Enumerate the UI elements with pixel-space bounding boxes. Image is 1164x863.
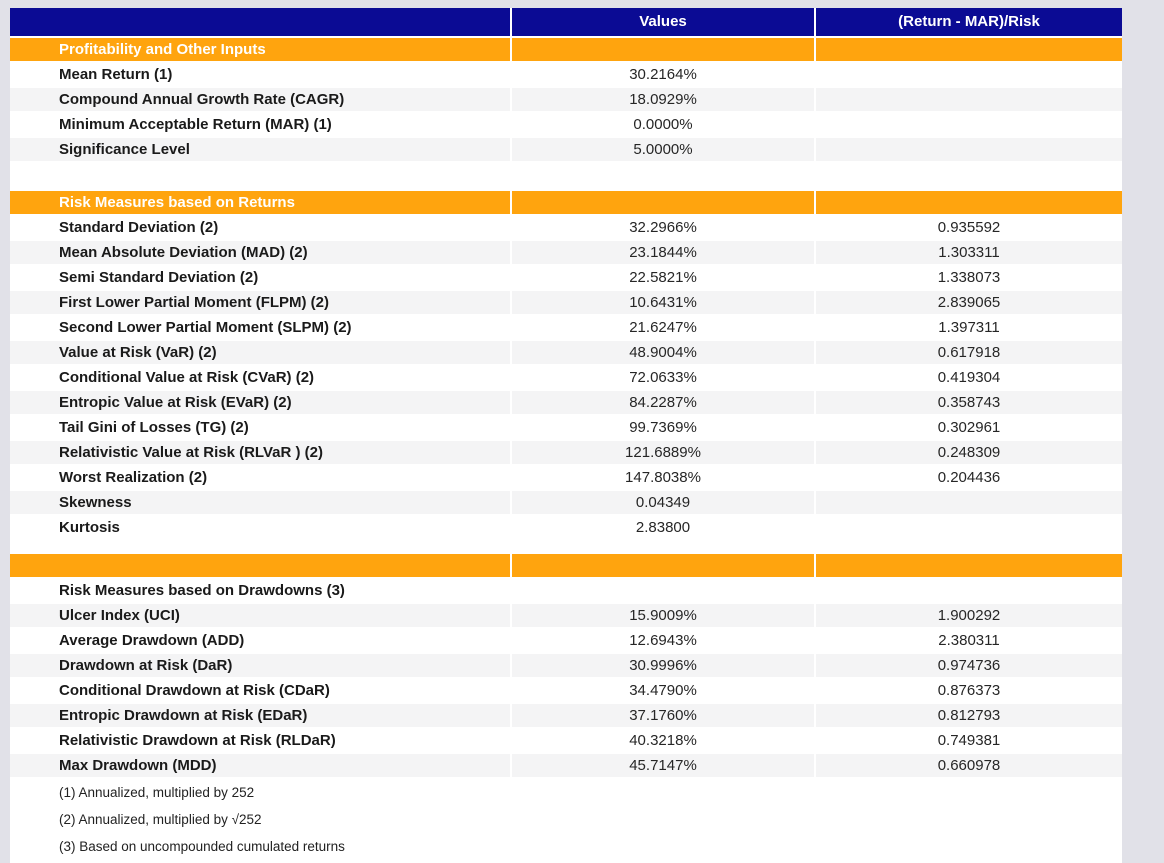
- row-label: Ulcer Index (UCI): [10, 604, 510, 627]
- footnote: (2) Annualized, multiplied by √252: [10, 806, 1122, 833]
- row-label: Kurtosis: [10, 516, 510, 539]
- table-row: [10, 291, 1122, 314]
- row-value: [512, 191, 814, 214]
- table-row: [10, 113, 1122, 136]
- row-value: [512, 38, 814, 61]
- row-risk: [816, 138, 1122, 161]
- row-risk: 0.248309: [816, 441, 1122, 464]
- section-header-row: [10, 191, 1122, 214]
- section-gap: [10, 541, 1122, 552]
- row-label: Minimum Acceptable Return (MAR) (1): [10, 113, 510, 136]
- table-row: [10, 241, 1122, 264]
- row-label: Second Lower Partial Moment (SLPM) (2): [10, 316, 510, 339]
- table-row: [10, 391, 1122, 414]
- row-risk: 0.974736: [816, 654, 1122, 677]
- row-label: Profitability and Other Inputs: [10, 38, 510, 61]
- row-value: 5.0000%: [512, 138, 814, 161]
- row-value: 147.8038%: [512, 466, 814, 489]
- row-label: Entropic Value at Risk (EVaR) (2): [10, 391, 510, 414]
- row-risk: [816, 516, 1122, 539]
- row-label: Risk Measures based on Drawdowns (3): [10, 579, 510, 602]
- table-row: [10, 316, 1122, 339]
- row-label: Semi Standard Deviation (2): [10, 266, 510, 289]
- row-risk: [816, 579, 1122, 602]
- section-spacer-orange-row: [10, 554, 1122, 577]
- row-risk: [816, 63, 1122, 86]
- row-value: 99.7369%: [512, 416, 814, 439]
- row-value: 45.7147%: [512, 754, 814, 777]
- row-value: 37.1760%: [512, 704, 814, 727]
- table-row: [10, 266, 1122, 289]
- row-risk: 0.660978: [816, 754, 1122, 777]
- row-label: Average Drawdown (ADD): [10, 629, 510, 652]
- row-risk: 0.812793: [816, 704, 1122, 727]
- table-row: [10, 341, 1122, 364]
- row-label: Value at Risk (VaR) (2): [10, 341, 510, 364]
- row-value: [512, 554, 814, 577]
- row-risk: 0.935592: [816, 216, 1122, 239]
- table-row: [10, 604, 1122, 627]
- row-label: Relativistic Value at Risk (RLVaR ) (2): [10, 441, 510, 464]
- row-value: 18.0929%: [512, 88, 814, 111]
- row-risk: 0.204436: [816, 466, 1122, 489]
- header-values-cell: Values: [512, 8, 814, 36]
- row-label: Skewness: [10, 491, 510, 514]
- risk-measures-table: [10, 8, 1122, 863]
- section-header-row: [10, 38, 1122, 61]
- section-gap: [10, 163, 1122, 189]
- row-risk: 0.419304: [816, 366, 1122, 389]
- row-value: 23.1844%: [512, 241, 814, 264]
- row-value: 12.6943%: [512, 629, 814, 652]
- row-value: 34.4790%: [512, 679, 814, 702]
- row-label: Drawdown at Risk (DaR): [10, 654, 510, 677]
- row-label: Mean Return (1): [10, 63, 510, 86]
- table-row: [10, 63, 1122, 86]
- table-row: [10, 416, 1122, 439]
- row-label: Relativistic Drawdown at Risk (RLDaR): [10, 729, 510, 752]
- table-row: [10, 366, 1122, 389]
- row-risk: 0.876373: [816, 679, 1122, 702]
- table-row: [10, 629, 1122, 652]
- table-header-row: [10, 8, 1122, 36]
- section-title-row: [10, 579, 1122, 602]
- row-risk: 0.302961: [816, 416, 1122, 439]
- table-row: [10, 754, 1122, 777]
- row-risk: 0.749381: [816, 729, 1122, 752]
- row-label: Tail Gini of Losses (TG) (2): [10, 416, 510, 439]
- row-value: 121.6889%: [512, 441, 814, 464]
- row-label: Significance Level: [10, 138, 510, 161]
- row-risk: [816, 491, 1122, 514]
- table-row: [10, 516, 1122, 539]
- row-label: [10, 554, 510, 577]
- row-value: 84.2287%: [512, 391, 814, 414]
- row-value: 2.83800: [512, 516, 814, 539]
- row-risk: 0.617918: [816, 341, 1122, 364]
- row-label: Risk Measures based on Returns: [10, 191, 510, 214]
- table-row: [10, 729, 1122, 752]
- row-risk: [816, 88, 1122, 111]
- row-label: Max Drawdown (MDD): [10, 754, 510, 777]
- row-risk: [816, 113, 1122, 136]
- row-risk: [816, 38, 1122, 61]
- header-empty-cell: [10, 8, 510, 36]
- row-risk: 1.303311: [816, 241, 1122, 264]
- row-value: 21.6247%: [512, 316, 814, 339]
- table-row: [10, 654, 1122, 677]
- row-label: Standard Deviation (2): [10, 216, 510, 239]
- row-value: 0.04349: [512, 491, 814, 514]
- footnote: (1) Annualized, multiplied by 252: [10, 779, 1122, 806]
- row-label: Worst Realization (2): [10, 466, 510, 489]
- table-row: [10, 466, 1122, 489]
- row-label: First Lower Partial Moment (FLPM) (2): [10, 291, 510, 314]
- row-value: 40.3218%: [512, 729, 814, 752]
- row-value: 15.9009%: [512, 604, 814, 627]
- row-value: [512, 579, 814, 602]
- table-row: [10, 679, 1122, 702]
- table-row: [10, 216, 1122, 239]
- row-value: 22.5821%: [512, 266, 814, 289]
- row-value: 72.0633%: [512, 366, 814, 389]
- row-value: 32.2966%: [512, 216, 814, 239]
- row-risk: 1.900292: [816, 604, 1122, 627]
- row-label: Compound Annual Growth Rate (CAGR): [10, 88, 510, 111]
- table-row: [10, 491, 1122, 514]
- row-value: 48.9004%: [512, 341, 814, 364]
- row-value: 0.0000%: [512, 113, 814, 136]
- table-row: [10, 88, 1122, 111]
- row-risk: 2.380311: [816, 629, 1122, 652]
- row-risk: 1.397311: [816, 316, 1122, 339]
- table-row: [10, 138, 1122, 161]
- row-value: 30.9996%: [512, 654, 814, 677]
- row-label: Entropic Drawdown at Risk (EDaR): [10, 704, 510, 727]
- row-risk: 1.338073: [816, 266, 1122, 289]
- row-value: 10.6431%: [512, 291, 814, 314]
- table-body: [10, 38, 1122, 777]
- row-label: Conditional Value at Risk (CVaR) (2): [10, 366, 510, 389]
- row-risk: [816, 554, 1122, 577]
- row-risk: [816, 191, 1122, 214]
- row-value: 30.2164%: [512, 63, 814, 86]
- row-label: Conditional Drawdown at Risk (CDaR): [10, 679, 510, 702]
- row-label: Mean Absolute Deviation (MAD) (2): [10, 241, 510, 264]
- footnote: (3) Based on uncompounded cumulated returns: [10, 833, 1122, 860]
- table-row: [10, 441, 1122, 464]
- row-risk: 2.839065: [816, 291, 1122, 314]
- footnotes: [10, 779, 1122, 860]
- row-risk: 0.358743: [816, 391, 1122, 414]
- table-row: [10, 704, 1122, 727]
- header-risk-cell: (Return - MAR)/Risk: [816, 8, 1122, 36]
